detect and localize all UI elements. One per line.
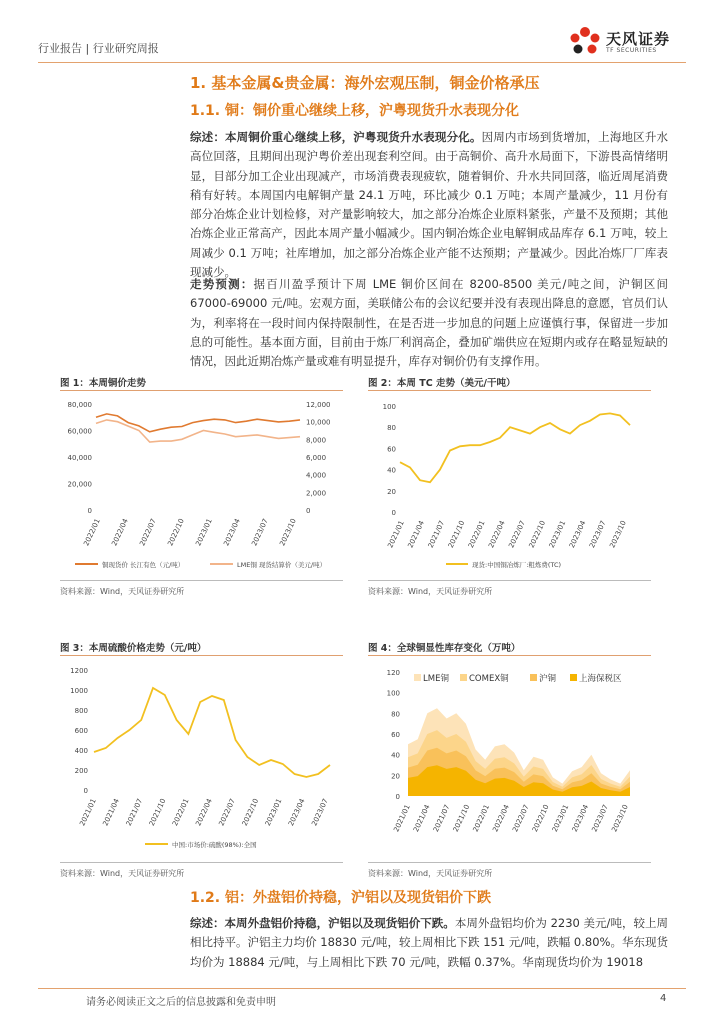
- fig1-x-tick-4: 2023/01: [194, 517, 214, 548]
- copper-summary-paragraph: [190, 128, 668, 282]
- aluminum-summary-text: 本周外盘铝均价为 2230 美元/吨，较上周相比持平。沪铝主力均价 18830 元/吨，较上周相比下跌 151 元/吨，跌幅 0.80%。华东现货均价为 18884 元/吨，与上周相比下跌 70 元/吨，跌幅 0.37%。华南现货均价为 19018: [190, 916, 668, 969]
- fig4-stacked-areas: [408, 708, 630, 796]
- fig2-x-tick-9: 2023/04: [567, 519, 588, 550]
- fig3-x-axis: [78, 797, 330, 827]
- footer-disclaimer: 请务必阅读正文之后的信息披露和免责申明: [86, 997, 276, 1008]
- fig1-legend-lme: LME铜 现货结算价（美元/吨）: [237, 561, 327, 569]
- fig2-x-tick-11: 2023/10: [608, 519, 628, 550]
- fig4-bottom-rule: [368, 862, 651, 863]
- fig1-yr-tick-6: 12,000: [306, 401, 331, 409]
- copper-forecast-text: 据百川盈孚预计下周 LME 铜价区间在 8200-8500 美元/吨之间，沪铜区间 67000-69000 元/吨。宏观方面，美联储公布的会议纪要并没有表现出降息的意愿，官员们认为，利率将在一段时间内保持限制性，在是否进一步加息的问题上应谨慎行事，保留进一步加息的可能性。基本面方面，目前由于炼厂利润高企，叠加矿端供应在短期内或存在略显短缺的情况，因此近期冶炼产量或难有明显提升，库存对铜价仍有支撑作用。: [190, 277, 669, 369]
- fig1-series-lme: [96, 420, 300, 442]
- fig4-legend-swatch-0: [414, 674, 421, 681]
- fig3-title: 图 3：本周硫酸价格走势（元/吨）: [60, 643, 207, 654]
- fig4-y-tick-3: 60: [391, 731, 400, 739]
- fig4-y-tick-6: 120: [386, 669, 400, 677]
- fig3-chart: [60, 658, 343, 858]
- flower-logo-icon: [568, 26, 602, 56]
- fig2-x-tick-10: 2023/07: [588, 519, 608, 550]
- fig2-y-axis: [383, 403, 396, 517]
- fig3-x-tick-7: 2022/10: [240, 797, 261, 828]
- fig3-top-rule: [60, 655, 343, 656]
- fig4-legend-label-2: 沪铜: [539, 674, 557, 684]
- fig2-x-tick-1: 2021/04: [406, 519, 426, 550]
- fig1-legend-domestic: 铜现货价 长江有色（元/吨）: [102, 561, 185, 569]
- fig4-legend-swatch-2: [530, 674, 537, 681]
- fig1-title: 图 1：本周铜价走势: [60, 378, 146, 389]
- fig1-series-domestic: [96, 414, 300, 432]
- fig3-y-tick-4: 800: [74, 707, 88, 715]
- aluminum-summary-paragraph: [190, 914, 668, 972]
- fig2-legend: [446, 560, 561, 569]
- fig4-y-tick-0: 0: [395, 793, 400, 801]
- fig2-x-tick-0: 2021/01: [386, 519, 406, 550]
- fig4-source: 资料来源：Wind，天风证券研究所: [368, 869, 493, 878]
- fig3-legend-acid: 中国:市场价:硫酸(98%):全国: [172, 841, 257, 849]
- fig1-yr-tick-2: 4,000: [306, 471, 327, 480]
- fig3-y-tick-5: 1000: [70, 687, 88, 695]
- fig3-x-tick-4: 2022/01: [171, 797, 191, 828]
- fig4-x-tick-6: 2022/07: [511, 803, 531, 834]
- fig1-x-tick-2: 2022/07: [138, 517, 158, 548]
- fig3-x-tick-3: 2021/10: [147, 797, 168, 828]
- fig4-legend-swatch-3: [570, 674, 577, 681]
- fig4-y-tick-5: 100: [386, 689, 400, 698]
- fig1-x-axis: [82, 517, 298, 547]
- fig3-series-acid: [94, 688, 330, 777]
- fig3-y-tick-2: 400: [74, 747, 88, 755]
- fig3-x-tick-6: 2022/07: [217, 797, 238, 828]
- fig1-bottom-rule: [60, 580, 343, 581]
- fig1-yl-tick-4: 80,000: [67, 401, 92, 409]
- fig3-x-tick-10: 2023/07: [310, 797, 330, 828]
- breadcrumb: 行业报告 | 行业研究周报: [38, 42, 159, 55]
- fig3-bottom-rule: [60, 862, 343, 863]
- aluminum-subheading: 1.2. 铝：外盘铝价持稳，沪铝以及现货铝价下跌: [190, 890, 491, 906]
- fig4-x-tick-10: 2023/07: [590, 803, 610, 834]
- fig2-y-tick-3: 60: [387, 445, 396, 454]
- logo-subtext: TF SECURITIES: [606, 47, 657, 54]
- fig1-x-tick-3: 2022/10: [166, 517, 186, 548]
- fig1-x-tick-5: 2023/04: [222, 517, 242, 548]
- fig2-x-tick-4: 2022/01: [466, 519, 487, 550]
- fig4-top-rule: [368, 655, 651, 656]
- fig2-legend-tc: 现货:中国铜冶炼厂:粗炼费(TC): [472, 561, 562, 569]
- footer-divider: [38, 988, 686, 989]
- copper-summary-label: 综述：本周铜价重心继续上移，沪粤现货升水表现分化。: [190, 130, 482, 144]
- fig4-x-tick-5: 2022/04: [491, 803, 511, 834]
- fig3-x-tick-1: 2021/04: [101, 797, 122, 828]
- fig4-x-tick-0: 2021/01: [392, 803, 412, 834]
- fig2-x-tick-8: 2023/01: [547, 519, 568, 550]
- fig1-yr-tick-3: 6,000: [306, 454, 327, 462]
- logo-text: 天风证券: [606, 30, 671, 48]
- fig4-legend-label-0: LME铜: [423, 674, 449, 684]
- fig1-right-axis: [306, 401, 331, 515]
- fig1-left-axis: [68, 401, 93, 515]
- fig4-legend-swatch-1: [460, 674, 467, 681]
- fig2-x-tick-5: 2022/04: [487, 519, 507, 550]
- fig2-y-tick-5: 100: [382, 403, 396, 411]
- fig4-legend-label-3: 上海保税区: [579, 674, 622, 684]
- fig4-y-axis: [387, 669, 400, 801]
- fig3-x-tick-5: 2022/04: [194, 797, 214, 828]
- fig1-yr-tick-1: 2,000: [306, 489, 327, 498]
- fig4-x-tick-3: 2021/10: [451, 803, 472, 834]
- fig2-x-tick-3: 2021/10: [446, 519, 467, 550]
- fig1-x-tick-1: 2022/04: [110, 517, 130, 548]
- fig1-top-rule: [60, 390, 343, 391]
- brand-logo: [568, 26, 688, 58]
- page-number: 4: [660, 993, 667, 1004]
- aluminum-summary-label: 综述：本周外盘铝价持稳，沪铝以及现货铝价下跌。: [190, 916, 455, 930]
- fig1-yl-tick-0: 0: [87, 507, 92, 515]
- fig2-y-tick-4: 80: [387, 424, 396, 433]
- fig2-top-rule: [368, 390, 651, 391]
- fig4-legend: [414, 673, 622, 684]
- fig4-legend-label-1: COMEX铜: [469, 674, 509, 684]
- fig2-x-tick-7: 2022/10: [527, 519, 548, 550]
- section-heading: 1. 基本金属&贵金属：海外宏观压制，铜金价格承压: [190, 74, 540, 92]
- fig4-title: 图 4：全球铜显性库存变化（万吨）: [368, 643, 521, 654]
- fig4-x-axis: [392, 803, 630, 833]
- fig1-yr-tick-0: 0: [306, 507, 311, 515]
- fig1-yr-tick-4: 8,000: [306, 436, 327, 445]
- copper-subheading: 1.1. 铜：铜价重心继续上移，沪粤现货升水表现分化: [190, 103, 519, 119]
- fig1-x-tick-6: 2023/07: [250, 517, 270, 548]
- fig3-legend: [145, 840, 257, 849]
- fig3-y-tick-0: 0: [83, 787, 88, 795]
- fig3-y-tick-3: 600: [74, 727, 88, 735]
- copper-summary-text: 因周内市场到货增加，上海地区升水高位回落，且期间出现沪粤价差出现套利空间。由于高铜价、高升水局面下，下游畏高情绪明显，目部分加工企业出现减产，市场消费表现疲软，随着铜价、升水共同回落，临近周尾消费稍有好转。本周国内电解铜产量 24.1 万吨，环比减少 0.1 万吨；本周产量减少，11 月份有部分冶炼企业计划检修，对产量影响较大，加之部分冶炼企业原料紧张，产量不及预期；其他冶炼企业正常高产，因此本周产量小幅减少。国内铜冶炼企业电解铜成品库存 6.1 万吨，较上周减少 0.1 万吨；社库增加，加之部分冶炼企业产能不达预期；产量减少。因此冶炼厂厂库表现减少。: [190, 130, 668, 280]
- fig2-title: 图 2：本周 TC 走势（美元/干吨）: [368, 378, 516, 389]
- fig3-x-tick-2: 2021/07: [124, 797, 145, 828]
- fig2-y-tick-0: 0: [391, 509, 396, 517]
- fig3-x-tick-8: 2023/01: [263, 797, 284, 828]
- fig1-x-tick-0: 2022/01: [82, 517, 102, 548]
- fig4-x-tick-11: 2023/10: [610, 803, 630, 834]
- fig3-y-tick-1: 200: [74, 767, 88, 775]
- fig2-chart: [368, 392, 651, 577]
- fig3-x-tick-0: 2021/01: [78, 797, 98, 828]
- fig4-x-tick-1: 2021/04: [412, 803, 432, 834]
- fig1-yl-tick-1: 20,000: [67, 480, 92, 489]
- fig4-x-tick-7: 2022/10: [530, 803, 551, 834]
- fig2-y-tick-2: 40: [387, 466, 396, 475]
- fig3-y-axis: [70, 667, 88, 795]
- fig4-y-tick-2: 40: [391, 751, 400, 760]
- fig2-source: 资料来源：Wind，天风证券研究所: [368, 587, 493, 596]
- copper-forecast-paragraph: [190, 275, 668, 371]
- fig1-yl-tick-2: 40,000: [67, 454, 92, 462]
- fig1-yr-tick-5: 10,000: [306, 418, 331, 427]
- fig3-source: 资料来源：Wind，天风证券研究所: [60, 869, 185, 878]
- fig1-yl-tick-3: 60,000: [67, 427, 92, 436]
- fig2-x-tick-2: 2021/07: [426, 519, 447, 550]
- fig4-x-tick-4: 2022/01: [471, 803, 492, 834]
- fig2-x-axis: [386, 519, 628, 549]
- fig4-chart: [368, 658, 651, 858]
- header-divider: [38, 62, 686, 63]
- fig4-x-tick-8: 2023/01: [550, 803, 571, 834]
- fig2-series-tc: [400, 413, 630, 482]
- fig4-x-tick-9: 2023/04: [570, 803, 591, 834]
- fig1-source: 资料来源：Wind，天风证券研究所: [60, 587, 185, 596]
- fig1-legend: [75, 560, 326, 569]
- fig3-x-tick-9: 2023/04: [287, 797, 307, 828]
- fig1-chart: [60, 392, 343, 577]
- fig2-y-tick-1: 20: [387, 487, 396, 496]
- fig2-bottom-rule: [368, 580, 651, 581]
- fig1-x-tick-7: 2023/10: [278, 517, 298, 548]
- fig3-y-tick-6: 1200: [70, 667, 88, 675]
- copper-forecast-label: 走势预测：: [190, 277, 254, 291]
- fig4-y-tick-4: 80: [391, 710, 400, 719]
- fig4-x-tick-2: 2021/07: [431, 803, 452, 834]
- fig2-x-tick-6: 2022/07: [507, 519, 527, 550]
- fig4-y-tick-1: 20: [391, 772, 400, 781]
